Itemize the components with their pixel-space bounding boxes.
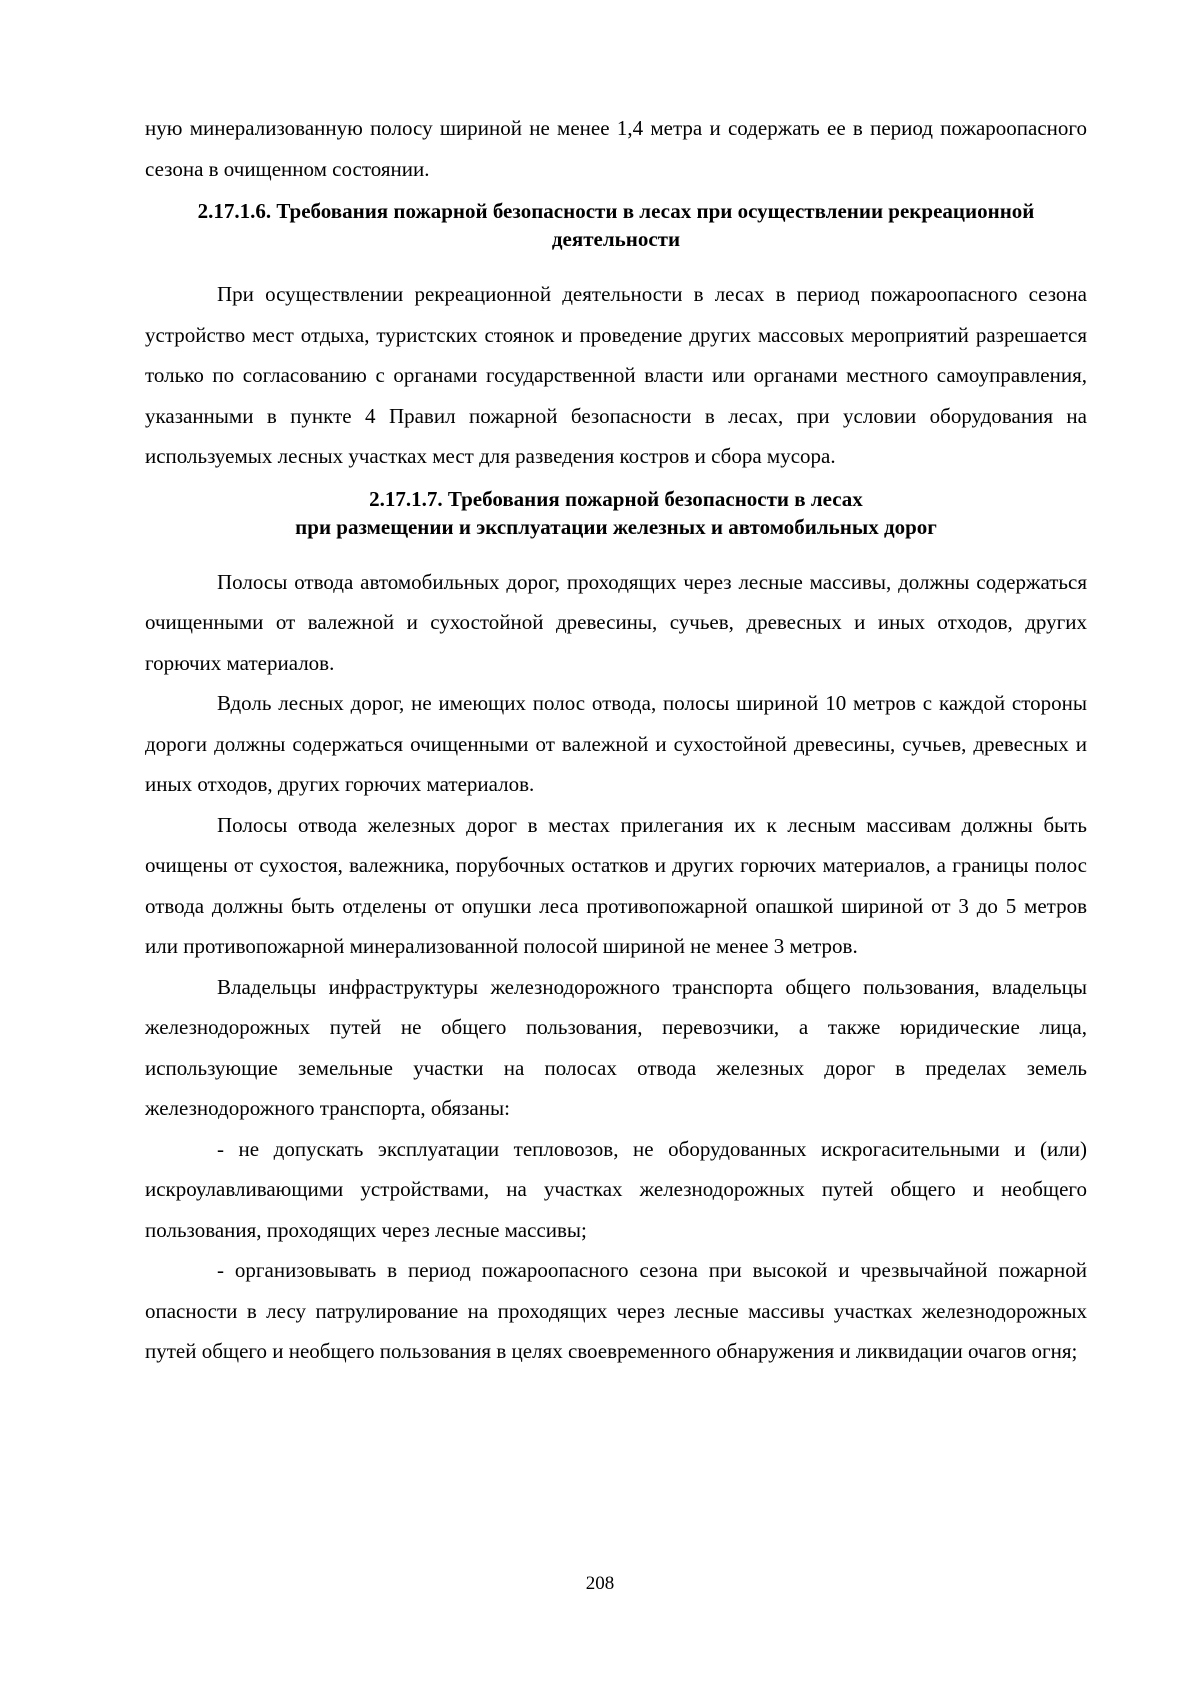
section-heading-2-17-1-7-line-2: при размещении и эксплуатации железных и автомобильных дорог — [295, 514, 937, 539]
document-page — [145, 108, 1087, 1372]
paragraph-recreation: При осуществлении рекреационной деятельности в лесах в период пожароопасного сезона устройство мест отдыха, туристских стоянок и проведение других массовых мероприятий разрешается только по согласованию с органами государственной власти или органами местного самоуправления, указанными в пункте 4 Правил пожарной безопасности в лесах, при условии оборудования на используемых лесных участках мест для разведения костров и сбора мусора. — [145, 282, 1087, 468]
continuation-paragraph: ную минерализованную полосу шириной не менее 1,4 метра и содержать ее в период пожароопасного сезона в очищенном состоянии. — [145, 116, 1087, 181]
paragraph-railway-owners-obligations: Владельцы инфраструктуры железнодорожного транспорта общего пользования, владельцы железнодорожных путей не общего пользования, перевозчики, а также юридические лица, использующие земельные участки на полосах отвода железных дорог в пределах земель железнодорожного транспорта, обязаны: — [145, 974, 1087, 1120]
list-item-patrols: - организовывать в период пожароопасного сезона при высокой и чрезвычайной пожарной опасности в лесу патрулирование на проходящих через лесные массивы участках железнодорожных путей общего и необщего пользования в целях своевременного обнаружения и ликвидации очагов огня; — [145, 1258, 1087, 1363]
paragraph-forest-roads: Вдоль лесных дорог, не имеющих полос отвода, полосы шириной 10 метров с каждой стороны дороги должны содержаться очищенными от валежной и сухостойной древесины, сучьев, древесных и иных отходов, других горючих материалов. — [145, 691, 1087, 796]
list-item-locomotives: - не допускать эксплуатации тепловозов, не оборудованных искрогасительными и (или) искроулавливающими устройствами, на участках железнодорожных путей общего и необщего пользования, проходящих через лесные массивы; — [145, 1136, 1087, 1242]
paragraph-railway-easements: Полосы отвода железных дорог в местах прилегания их к лесным массивам должны быть очищены от сухостоя, валежника, порубочных остатков и других горючих материалов, а границы полос отвода должны быть отделены от опушки леса противопожарной опашкой шириной от 3 до 5 метров или противопожарной минерализованной полосой шириной не менее 3 метров. — [145, 812, 1087, 958]
paragraph-road-easements: Полосы отвода автомобильных дорог, проходящих через лесные массивы, должны содержаться очищенными от валежной и сухостойной древесины, сучьев, древесных и иных отходов, других горючих материалов. — [145, 569, 1087, 675]
section-heading-2-17-1-6: 2.17.1.6. Требования пожарной безопасности в лесах при осуществлении рекреационной деятельности — [197, 199, 1035, 251]
page-number: 208 — [585, 1573, 615, 1594]
section-heading-2-17-1-7-line-1: 2.17.1.7. Требования пожарной безопасности в лесах — [369, 486, 863, 511]
